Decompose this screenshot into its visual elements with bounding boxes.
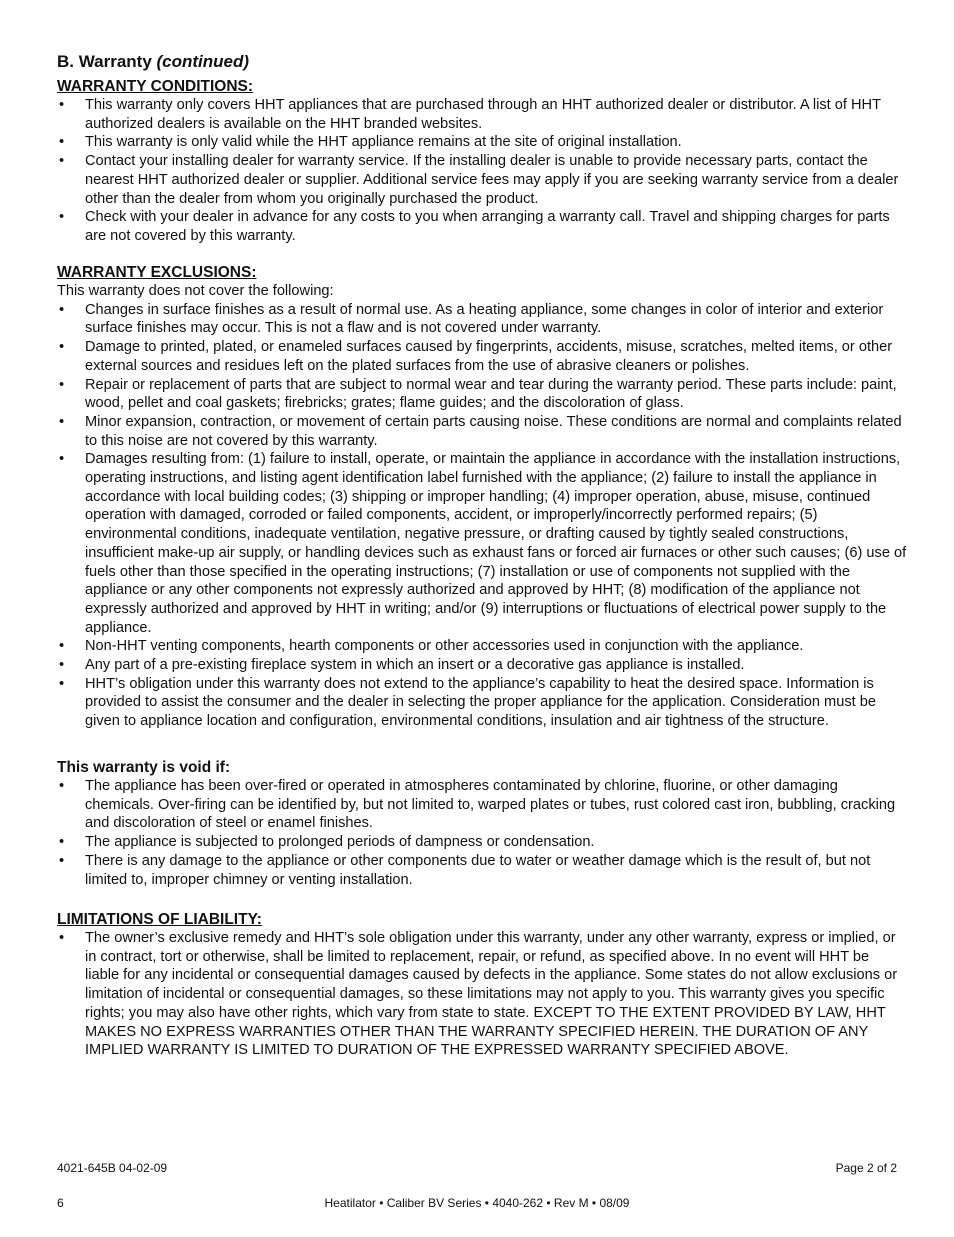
warranty-void-heading: This warranty is void if:: [57, 759, 231, 776]
warranty-exclusions-list: [57, 301, 907, 731]
list-item: • Damages resulting from: (1) failure to install, operate, or maintain the appliance in accordance with the installation instructions, operating instructions, and listing agent identification label furnished with the appliance; (2) failure to install the appliance in accordance with local building codes; (3) shipping or improper handling; (4) improper operation, abuse, misuse, continued operation with damaged, corroded or failed components, accident, or improperly/incorrectly performed repairs; (5) environmental conditions, inadequate ventilation, negative pressure, or drafting caused by tightly sealed constructions, insufficient make-up air supply, or handling devices such as exhaust fans or forced air furnaces or other such causes; (6) use of fuels other than those specified in the operating instructions; (7) installation or use of components not supplied with the appliance or any other components not expressly authorized and approved by HHT; (8) modification of the appliance not expressly authorized and approved by HHT in writing; and/or (9) interruptions or fluctuations of electrical power supply to the appliance.: [57, 450, 907, 637]
warranty-conditions-heading: WARRANTY CONDITIONS:: [57, 78, 254, 95]
warranty-void-list: [57, 777, 907, 889]
limitations-list: [57, 929, 907, 1060]
page-number: 6: [57, 1196, 64, 1210]
limitations-heading: LIMITATIONS OF LIABILITY:: [57, 911, 262, 928]
title-prefix: B. Warranty: [57, 52, 152, 71]
list-item: • HHT’s obligation under this warranty does not extend to the appliance’s capability to heat the desired space. Information is provided to assist the consumer and the dealer in selecting the proper appliance for the application. Consideration must be given to appliance location and configuration, environmental conditions, insulation and air tightness of the structure.: [57, 675, 907, 731]
list-item: • Changes in surface finishes as a result of normal use. As a heating appliance, some changes in color of interior and exterior surface finishes may occur. This is not a flaw and is not covered under warranty.: [57, 301, 907, 338]
warranty-exclusions-section: [57, 263, 907, 731]
list-item: • Repair or replacement of parts that are subject to normal wear and tear during the warranty period. These parts include: paint, wood, pellet and coal gaskets; firebricks; grates; flame guides; and the discoloration of glass.: [57, 376, 907, 413]
page-of-label: Page 2 of 2: [835, 1161, 897, 1175]
list-item: • Minor expansion, contraction, or movement of certain parts causing noise. These conditions are normal and complaints related to this noise are not covered by this warranty.: [57, 413, 907, 450]
manual-footer: Heatilator • Caliber BV Series • 4040-262 • Rev M • 08/09: [324, 1196, 630, 1210]
list-item: • Non-HHT venting components, hearth components or other accessories used in conjunction with the appliance.: [57, 637, 907, 656]
list-item: • The appliance has been over-fired or operated in atmospheres contaminated by chlorine, fluorine, or other damaging chemicals. Over-firing can be identified by, but not limited to, warped plates or tubes, rust colored cast iron, bubbling, cracking and discoloration of steel or enamel finishes.: [57, 777, 907, 833]
list-item: • Check with your dealer in advance for any costs to you when arranging a warranty call. Travel and shipping charges for parts are not covered by this warranty.: [57, 208, 907, 245]
warranty-void-section: [57, 758, 907, 889]
list-item: • This warranty only covers HHT appliances that are purchased through an HHT authorized dealer or distributor. A list of HHT authorized dealers is available on the HHT branded websites.: [57, 96, 907, 133]
warranty-exclusions-heading: WARRANTY EXCLUSIONS:: [57, 264, 257, 281]
list-item: • The appliance is subjected to prolonged periods of dampness or condensation.: [57, 833, 907, 852]
list-item: • Any part of a pre-existing fireplace system in which an insert or a decorative gas appliance is installed.: [57, 656, 907, 675]
warranty-conditions-list: [57, 96, 907, 246]
list-item: • Damage to printed, plated, or enameled surfaces caused by fingerprints, accidents, misuse, scratches, melted items, or other external sources and residues left on the plated surfaces from the use of abrasive cleaners or polishes.: [57, 338, 907, 375]
document-code: 4021-645B 04-02-09: [57, 1161, 168, 1175]
list-item: • There is any damage to the appliance or other components due to water or weather damage which is the result of, but not limited to, improper chimney or venting installation.: [57, 852, 907, 889]
page-title: [57, 51, 249, 73]
exclusions-intro: This warranty does not cover the following:: [57, 283, 334, 299]
list-item: • Contact your installing dealer for warranty service. If the installing dealer is unable to provide necessary parts, contact the nearest HHT authorized dealer or supplier. Additional service fees may apply if you are seeking warranty service from a dealer other than the dealer from whom you originally purchased the product.: [57, 152, 907, 208]
title-suffix: (continued): [156, 52, 250, 71]
list-item: • This warranty is only valid while the HHT appliance remains at the site of original installation.: [57, 133, 907, 152]
warranty-conditions-section: [57, 77, 907, 246]
list-item: • The owner’s exclusive remedy and HHT’s sole obligation under this warranty, under any other warranty, express or implied, or in contract, tort or otherwise, shall be limited to replacement, repair, or refund, as specified above. In no event will HHT be liable for any incidental or consequential damages caused by defects in the appliance. Some states do not allow exclusions or limitation of incidental or consequential damages, so these limitations may not apply to you. This warranty gives you specific rights; you may also have other rights, which vary from state to state. EXCEPT TO THE EXTENT PROVIDED BY LAW, HHT MAKES NO EXPRESS WARRANTIES OTHER THAN THE WARRANTY SPECIFIED HEREIN. THE DURATION OF ANY IMPLIED WARRANTY IS LIMITED TO DURATION OF THE EXPRESSED WARRANTY SPECIFIED ABOVE.: [57, 929, 907, 1060]
limitations-of-liability-section: [57, 910, 907, 1060]
